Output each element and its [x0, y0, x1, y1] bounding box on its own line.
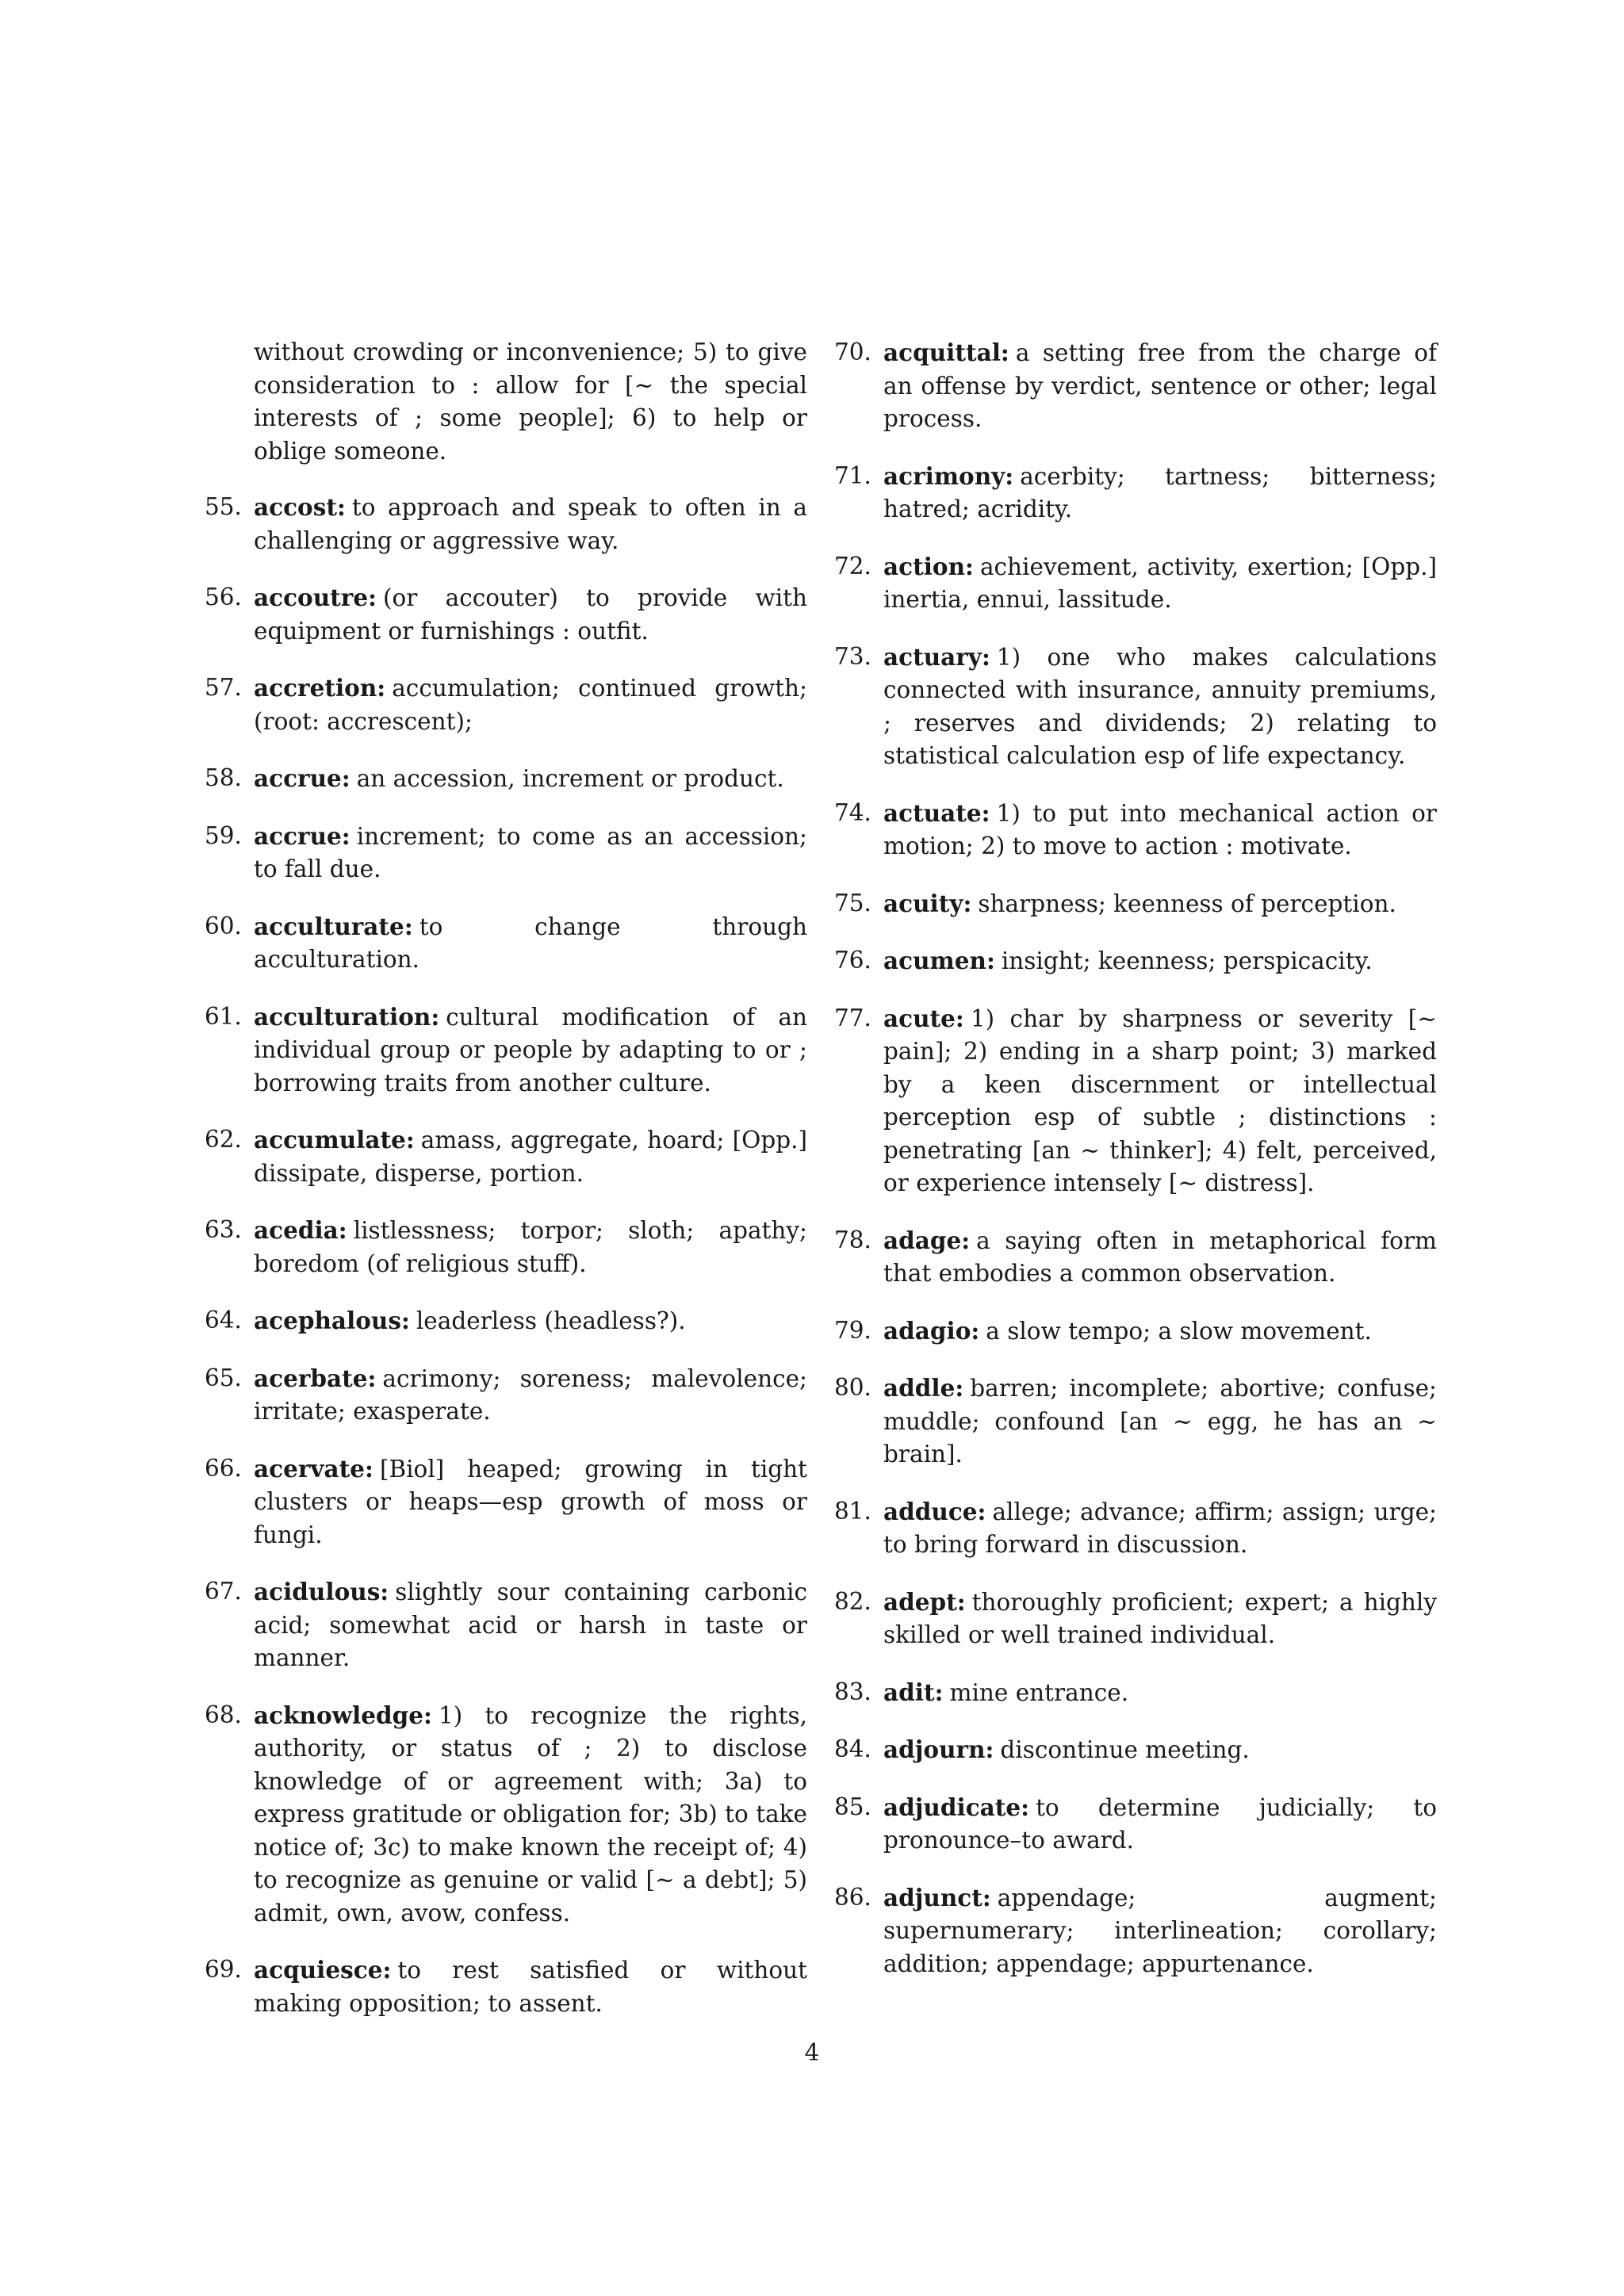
- glossary-entry: [205, 1452, 807, 1552]
- entry-term: adagio:: [883, 1316, 980, 1345]
- entry-number: 77.: [834, 1004, 871, 1031]
- entry-number: 86.: [834, 1883, 871, 1911]
- entry-definition: barren; incomplete; abortive; confuse; muddle; confound [an ∼ egg, he has an ∼ brain].: [883, 1375, 1437, 1468]
- entry-number: 73.: [834, 642, 871, 670]
- entry-definition: cultural modification of an individual group or people by adapting to or ; borrowing traits from another culture.: [254, 1003, 807, 1096]
- glossary-entry: [205, 1123, 807, 1190]
- entry-definition: to rest satisfied or without making opposition; to assent.: [254, 1957, 807, 2017]
- entry-term: acerbate:: [254, 1364, 377, 1392]
- entry-definition: appendage; augment; supernumerary; interlineation; corollary; addition; appendage; appurtenance.: [883, 1884, 1437, 1977]
- glossary-entry: [834, 641, 1437, 773]
- right-entry-list: [834, 336, 1437, 1980]
- entry-number: 58.: [205, 764, 242, 791]
- entry-number: 56.: [205, 584, 242, 610]
- entry-term: acidulous:: [254, 1578, 389, 1605]
- entry-definition: 1) to put into mechanical action or motion; 2) to move to action : motivate.: [883, 799, 1437, 859]
- glossary-entry: [205, 581, 807, 648]
- entry-definition: insight; keenness; perspicacity.: [1001, 947, 1373, 974]
- left-entry-list: [205, 491, 807, 2020]
- entry-definition: acerbity; tartness; bitterness; hatred; acridity.: [883, 462, 1437, 522]
- glossary-entry: [205, 820, 807, 886]
- entry-term: adit:: [883, 1678, 944, 1706]
- entry-number: 81.: [834, 1497, 871, 1525]
- glossary-entry: [205, 1954, 807, 2020]
- entry-term: accost:: [254, 493, 346, 521]
- entry-number: 72.: [834, 552, 871, 580]
- glossary-entry: [834, 1676, 1437, 1710]
- glossary-entry: [205, 1362, 807, 1429]
- entry-number: 68.: [205, 1701, 242, 1728]
- entry-number: 66.: [205, 1454, 242, 1482]
- entry-number: 57.: [205, 674, 242, 701]
- entry-definition: sharpness; keenness of perception.: [978, 890, 1396, 917]
- glossary-entry: [205, 762, 807, 796]
- glossary-entry: [205, 1575, 807, 1675]
- entry-definition: listlessness; torpor; sloth; apathy; boredom (of religious stuff).: [254, 1217, 807, 1277]
- entry-term: adage:: [883, 1226, 971, 1254]
- entry-term: adduce:: [883, 1497, 986, 1525]
- entry-term: accoutre:: [254, 584, 377, 611]
- entry-definition: to change through acculturation.: [254, 913, 807, 973]
- entry-definition: (or accouter) to provide with equipment or furnishings : outfit.: [254, 584, 807, 645]
- entry-term: acute:: [883, 1004, 964, 1032]
- entry-number: 85.: [834, 1793, 871, 1820]
- glossary-entry: [834, 336, 1437, 436]
- entry-definition: thoroughly proficient; expert; a highly skilled or well trained individual.: [883, 1588, 1437, 1648]
- entry-term: acculturate:: [254, 912, 413, 940]
- glossary-entry: [834, 1881, 1437, 1981]
- entry-definition: to determine judicially; to pronounce–to award.: [883, 1793, 1437, 1854]
- glossary-entry: [205, 491, 807, 557]
- glossary-entry: [834, 1372, 1437, 1471]
- glossary-entry: [834, 944, 1437, 978]
- glossary-entry: [205, 910, 807, 977]
- entry-number: 67.: [205, 1578, 242, 1605]
- entry-definition: increment; to come as an accession; to fall due.: [254, 822, 807, 882]
- entry-definition: mine entrance.: [949, 1678, 1129, 1706]
- entry-definition: achievement, activity, exertion; [Opp.] inertia, ennui, lassitude.: [883, 553, 1437, 613]
- glossary-entry: [834, 460, 1437, 526]
- entry-term: acephalous:: [254, 1307, 410, 1334]
- entry-number: 62.: [205, 1126, 242, 1153]
- entry-definition: a saying often in metaphorical form that embodies a common observation.: [883, 1226, 1437, 1287]
- glossary-entry: [205, 1699, 807, 1931]
- entry-definition: leaderless (headless?).: [416, 1307, 686, 1334]
- entry-definition: amass, aggregate, hoard; [Opp.] dissipate, disperse, portion.: [254, 1127, 807, 1187]
- entry-number: 79.: [834, 1316, 871, 1344]
- glossary-entry: [834, 1224, 1437, 1291]
- left-column: [205, 336, 807, 2044]
- entry-term: acquiesce:: [254, 1956, 392, 1984]
- entry-number: 63.: [205, 1216, 242, 1243]
- entry-term: actuate:: [883, 798, 990, 827]
- glossary-entry: [834, 550, 1437, 617]
- entry-number: 75.: [834, 889, 871, 916]
- entry-term: adjunct:: [883, 1883, 991, 1911]
- entry-definition: discontinue meeting.: [1000, 1736, 1250, 1763]
- entry-number: 80.: [834, 1374, 871, 1401]
- entry-term: acuity:: [883, 889, 972, 917]
- entry-number: 55.: [205, 493, 242, 520]
- glossary-entry: [205, 672, 807, 738]
- entry-definition: acrimony; soreness; malevolence; irritate; exasperate.: [254, 1364, 807, 1425]
- continuation-text: without crowding or inconvenience; 5) to give consideration to : allow for [∼ the special interests of ; some people]; 6) to help or oblige someone.: [254, 339, 807, 465]
- entry-term: adjourn:: [883, 1735, 994, 1763]
- glossary-entry: [834, 1495, 1437, 1562]
- entry-term: adjudicate:: [883, 1793, 1030, 1821]
- glossary-entry: [205, 1304, 807, 1338]
- entry-number: 61.: [205, 1002, 242, 1030]
- entry-term: addle:: [883, 1374, 964, 1402]
- page-number: 4: [804, 2039, 820, 2066]
- entry-term: accretion:: [254, 674, 386, 702]
- entry-number: 59.: [205, 821, 242, 849]
- entry-number: 83.: [834, 1678, 871, 1705]
- glossary-entry: [834, 1791, 1437, 1858]
- glossary-entry: [834, 887, 1437, 921]
- entry-definition: [Biol] heaped; growing in tight clusters or heaps—esp growth of moss or fungi.: [254, 1455, 807, 1548]
- entry-number: 84.: [834, 1735, 871, 1762]
- entry-definition: 1) to recognize the rights, authority, or status of ; 2) to disclose knowledge of or agreement with; 3a) to express gratitude or obligation for; 3b) to take notice of; 3c) to make known the receipt of; 4) to recognize as genuine or valid [∼ a debt]; 5) admit, own, avow, confess.: [254, 1701, 807, 1927]
- entry-number: 78.: [834, 1226, 871, 1253]
- right-column: [834, 336, 1437, 2004]
- glossary-entry: [834, 1002, 1437, 1200]
- entry-term: acquittal:: [883, 339, 1009, 366]
- entry-definition: allege; advance; affirm; assign; urge; to bring forward in discussion.: [883, 1498, 1437, 1558]
- entry-number: 76.: [834, 947, 871, 974]
- glossary-entry: [205, 1214, 807, 1280]
- entry-term: adept:: [883, 1587, 966, 1616]
- entry-number: 69.: [205, 1956, 242, 1983]
- entry-number: 60.: [205, 912, 242, 939]
- entry-number: 65.: [205, 1364, 242, 1391]
- entry-term: acrimony:: [883, 461, 1014, 490]
- entry-term: acedia:: [254, 1216, 347, 1244]
- glossary-entry: [205, 1001, 807, 1100]
- entry-number: 71.: [834, 461, 871, 489]
- entry-term: accrue:: [254, 764, 350, 792]
- entry-definition: to approach and speak to often in a challenging or aggressive way.: [254, 494, 807, 554]
- entry-definition: a slow tempo; a slow movement.: [986, 1317, 1372, 1345]
- entry-number: 82.: [834, 1587, 871, 1615]
- entry-definition: accumulation; continued growth; (root: accrescent);: [254, 675, 807, 735]
- entry-definition: an accession, increment or product.: [356, 765, 784, 792]
- entry-number: 74.: [834, 798, 871, 826]
- glossary-entry: [834, 1586, 1437, 1652]
- entry-term: acknowledge:: [254, 1701, 432, 1729]
- glossary-entry: [834, 1733, 1437, 1767]
- glossary-entry: [834, 1314, 1437, 1349]
- entry-term: action:: [883, 552, 974, 580]
- entry-term: accumulate:: [254, 1126, 415, 1154]
- entry-term: acervate:: [254, 1454, 373, 1483]
- entry-term: acculturation:: [254, 1002, 440, 1031]
- glossary-entry: [834, 797, 1437, 863]
- entry-definition: 1) char by sharpness or severity [∼ pain]; 2) ending in a sharp point; 3) marked by a keen discernment or intellectual perception esp of subtle ; distinctions : penetrating [an ∼ thinker]; 4) felt, perceived, or experience intensely [∼ distress].: [883, 1004, 1437, 1196]
- entry-number: 70.: [834, 339, 871, 365]
- entry-term: accrue:: [254, 821, 350, 850]
- entry-definition: a setting free from the charge of an offense by verdict, sentence or other; legal process.: [883, 339, 1437, 432]
- entry-number: 64.: [205, 1307, 242, 1334]
- entry-definition: 1) one who makes calculations connected with insurance, annuity premiums, ; reserves and dividends; 2) relating to statistical calculation esp of life expectancy.: [883, 643, 1437, 769]
- entry-term: actuary:: [883, 642, 990, 671]
- entry-definition: slightly sour containing carbonic acid; somewhat acid or harsh in taste or manner.: [254, 1578, 807, 1671]
- entry-term: acumen:: [883, 947, 995, 974]
